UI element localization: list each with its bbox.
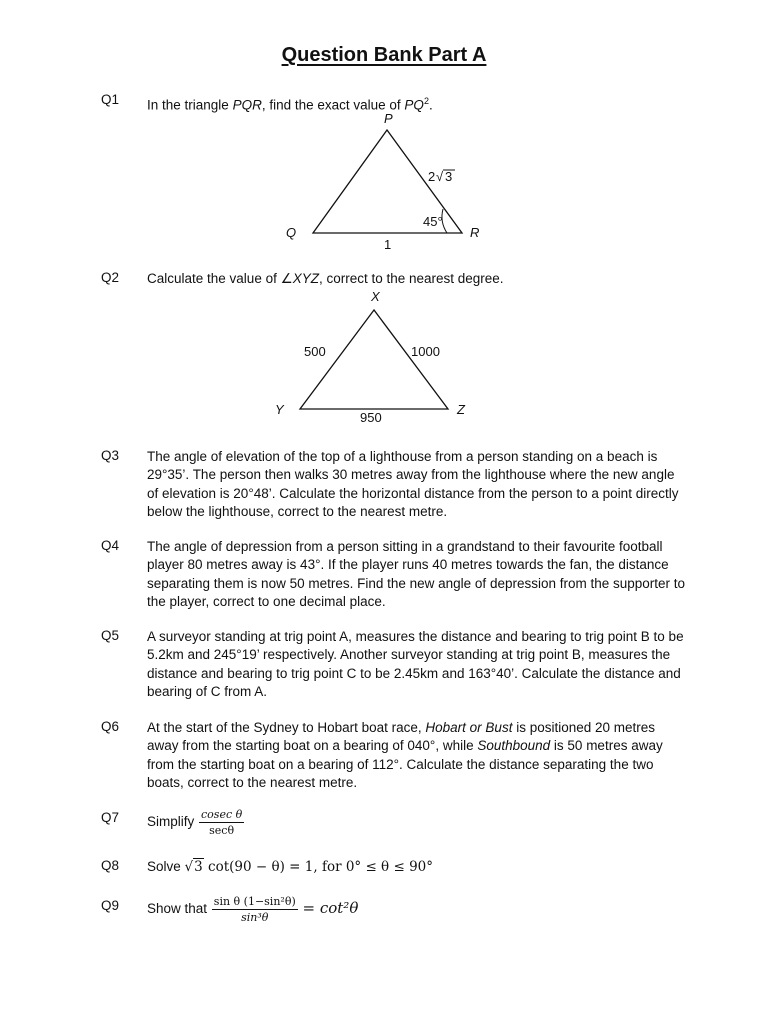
question-number: Q3 bbox=[101, 448, 120, 463]
fraction: $\frac{\text{sin θ (1−sin²θ)}}{\text{sin³θ}}$ bbox=[213, 895, 296, 924]
question-number: Q6 bbox=[101, 719, 120, 734]
question-text: A surveyor standing at trig point A, measures the distance and bearing to trig point B to be 5.2km and 245°19’ respectively. Another surveyor standing at trig point B, measures the distance and bearing to trig point C to be 2.45km and 163°40’. Calculate the distance and bearing of C from A. bbox=[147, 629, 684, 699]
svg-text:√: √ bbox=[436, 169, 444, 184]
question-text: At the start of the Sydney to Hobart boat race, Hobart or Bust is positioned 20 metres away from the starting boat on a bearing of 040°, while Southbound is 50 metres away from the starting boat on a bearing of 112°. Calculate the distance separating the two boats, correct to the nearest metre. bbox=[147, 720, 663, 790]
side-xy-label: 500 bbox=[304, 344, 326, 359]
question-text: Simplify $\frac{\text{cosec θ}}{\sec\theta}$ bbox=[147, 808, 243, 837]
fraction: $\frac{\text{cosec θ}}{\sec\theta}$ bbox=[201, 808, 243, 837]
question-number: Q5 bbox=[101, 628, 120, 643]
triangle-xyz bbox=[300, 310, 448, 409]
question-text: Show that $\frac{\text{sin θ (1−sin²θ)}}{\text{sin³θ}}$ = cot²θ bbox=[147, 895, 359, 924]
vertex-y-label: Y bbox=[275, 402, 284, 417]
page-title: Question Bank Part A bbox=[281, 44, 487, 66]
vertex-x-label: X bbox=[371, 289, 380, 304]
question-text: Calculate the value of ∠XYZ, correct to the nearest degree. bbox=[147, 271, 504, 286]
question-number: Q9 bbox=[101, 898, 120, 913]
side-yz-label: 950 bbox=[360, 410, 382, 425]
question-text: The angle of elevation of the top of a lighthouse from a person standing on a beach is 29°35’. The person then walks 30 metres away from the lighthouse where the new angle of elevation is 20°48’. Calculate the horizontal distance from the person to a point directly below the lighthouse, correct to the nearest metre. bbox=[147, 449, 679, 519]
vertex-q-label: Q bbox=[286, 225, 297, 240]
question-number: Q1 bbox=[101, 92, 120, 107]
svg-text:3: 3 bbox=[445, 169, 453, 184]
question-number: Q4 bbox=[101, 538, 120, 553]
triangle-xyz-diagram bbox=[0, 280, 768, 430]
vertex-r-label: R bbox=[470, 225, 480, 240]
question-text: In the triangle PQR, find the exact value of $PQ^2$. bbox=[147, 96, 433, 113]
question-number: Q2 bbox=[101, 270, 120, 285]
angle-r-arc bbox=[442, 209, 447, 233]
angle-r-label: 45° bbox=[423, 214, 443, 229]
question-text: The angle of depression from a person sitting in a grandstand to their favourite football player 80 metres away is 43°. If the player runs 40 metres towards the fan, the distance separating them is now 50 metres. Find the new angle of depression from the supporter to the player, correct to one decimal place. bbox=[147, 539, 686, 609]
side-qr-label: 1 bbox=[384, 237, 392, 252]
svg-text:2: 2 bbox=[428, 169, 436, 184]
question-text: Solve √3 cot(90 − θ) = 1, for 0° ≤ θ ≤ 90° bbox=[147, 859, 433, 875]
square-root: √3 bbox=[184, 859, 203, 875]
question-number: Q8 bbox=[101, 858, 120, 873]
question-number: Q7 bbox=[101, 810, 120, 825]
vertex-z-label: Z bbox=[457, 402, 465, 417]
triangle-pqr-diagram bbox=[0, 0, 768, 260]
vertex-p-label: P bbox=[384, 111, 393, 126]
side-xz-label: 1000 bbox=[411, 344, 440, 359]
side-pr-label bbox=[428, 169, 455, 184]
